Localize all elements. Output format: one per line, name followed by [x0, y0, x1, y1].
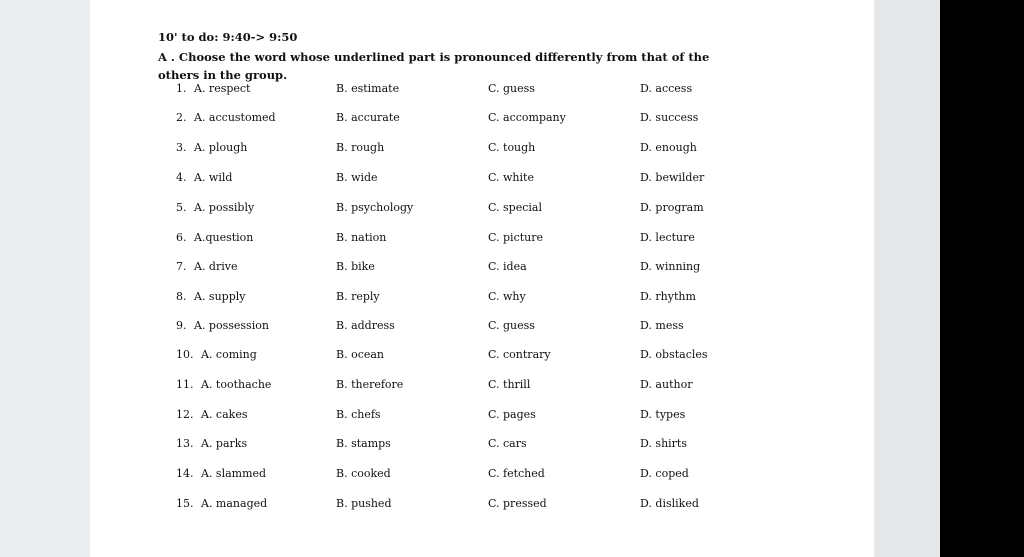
option-b: B. bike	[336, 260, 375, 273]
option-a: A. coming	[201, 348, 257, 361]
option-b: B. psychology	[336, 201, 414, 214]
option-a: A. plough	[194, 141, 248, 154]
question-row	[0, 378, 784, 398]
option-d: D. enough	[640, 141, 697, 154]
question-row	[0, 437, 784, 457]
question-number: 3.	[176, 141, 187, 154]
option-c: C. cars	[488, 437, 527, 450]
question-row	[0, 290, 784, 310]
option-a: A. cakes	[201, 408, 248, 421]
question-number: 6.	[176, 231, 187, 244]
option-d: D. author	[640, 378, 693, 391]
question-row	[0, 82, 784, 102]
question-row	[0, 348, 784, 368]
option-b: B. accurate	[336, 111, 400, 124]
question-row	[0, 497, 784, 517]
question-row	[0, 319, 784, 339]
option-d: D. rhythm	[640, 290, 696, 303]
option-c: C. special	[488, 201, 542, 214]
option-d: D. coped	[640, 467, 689, 480]
option-b: B. therefore	[336, 378, 404, 391]
right-black-bar	[940, 0, 1024, 557]
option-d: D. success	[640, 111, 699, 124]
option-d: D. mess	[640, 319, 684, 332]
option-d: D. shirts	[640, 437, 687, 450]
option-b: B. cooked	[336, 467, 391, 480]
question-number: 14.	[176, 467, 194, 480]
question-row	[0, 231, 784, 251]
option-c: C. guess	[488, 319, 535, 332]
option-a: A. wild	[194, 171, 233, 184]
question-row	[0, 201, 784, 221]
option-c: C. tough	[488, 141, 536, 154]
question-number: 15.	[176, 497, 194, 510]
option-b: B. nation	[336, 231, 387, 244]
question-row	[0, 408, 784, 428]
option-c: C. white	[488, 171, 534, 184]
question-row	[0, 141, 784, 161]
option-a: A. drive	[194, 260, 238, 273]
option-a: A. possibly	[194, 201, 255, 214]
question-number: 9.	[176, 319, 187, 332]
option-d: D. lecture	[640, 231, 695, 244]
option-c: C. picture	[488, 231, 544, 244]
option-b: B. stamps	[336, 437, 391, 450]
option-c: C. why	[488, 290, 526, 303]
question-number: 12.	[176, 408, 194, 421]
option-c: C. accompany	[488, 111, 566, 124]
question-number: 13.	[176, 437, 194, 450]
option-b: B. ocean	[336, 348, 385, 361]
option-c: C. guess	[488, 82, 535, 95]
question-number: 1.	[176, 82, 187, 95]
question-number: 11.	[176, 378, 194, 391]
question-number: 2.	[176, 111, 187, 124]
option-b: B. chefs	[336, 408, 381, 421]
question-number: 4.	[176, 171, 187, 184]
option-c: C. fetched	[488, 467, 545, 480]
option-d: D. access	[640, 82, 693, 95]
question-row	[0, 467, 784, 487]
question-row	[0, 171, 784, 191]
exercise-instruction: A . Choose the word whose underlined part is pronounced differently from that of the others in the group.	[158, 50, 710, 82]
option-c: C. idea	[488, 260, 527, 273]
time-header: 10' to do: 9:40-> 9:50	[158, 30, 298, 44]
option-a: A. possession	[194, 319, 269, 332]
option-a: A. accustomed	[194, 111, 276, 124]
option-a: A. managed	[201, 497, 268, 510]
right-margin-bar	[874, 0, 940, 557]
option-c: C. pressed	[488, 497, 547, 510]
option-b: B. reply	[336, 290, 380, 303]
option-d: D. program	[640, 201, 704, 214]
option-b: B. estimate	[336, 82, 400, 95]
question-number: 7.	[176, 260, 187, 273]
option-c: C. contrary	[488, 348, 551, 361]
question-row	[0, 111, 784, 131]
question-number: 8.	[176, 290, 187, 303]
option-a: A. toothache	[201, 378, 272, 391]
option-b: B. pushed	[336, 497, 392, 510]
option-c: C. thrill	[488, 378, 531, 391]
option-a: A. parks	[201, 437, 248, 450]
option-a: A. slammed	[201, 467, 267, 480]
question-number: 10.	[176, 348, 194, 361]
option-d: D. obstacles	[640, 348, 708, 361]
option-a: A. supply	[194, 290, 246, 303]
option-d: D. bewilder	[640, 171, 705, 184]
option-d: D. winning	[640, 260, 701, 273]
option-d: D. disliked	[640, 497, 699, 510]
option-c: C. pages	[488, 408, 536, 421]
question-row	[0, 260, 784, 280]
option-b: B. address	[336, 319, 395, 332]
option-a: A.question	[194, 231, 254, 244]
option-b: B. rough	[336, 141, 385, 154]
option-a: A. respect	[194, 82, 251, 95]
option-b: B. wide	[336, 171, 378, 184]
question-number: 5.	[176, 201, 187, 214]
option-d: D. types	[640, 408, 686, 421]
